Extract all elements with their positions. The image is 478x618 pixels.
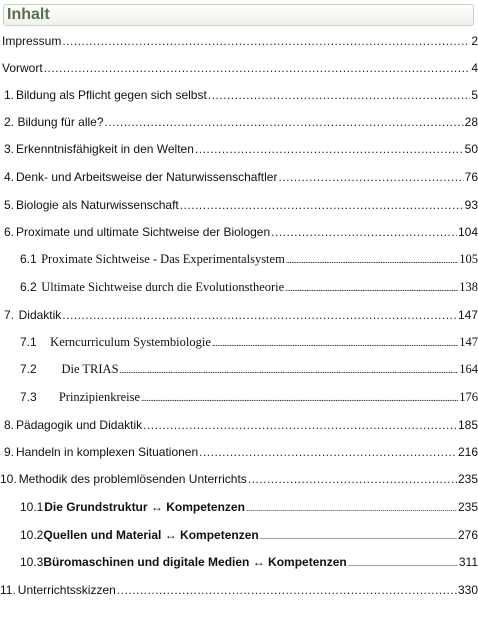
toc-entry[interactable] — [0, 30, 478, 52]
toc-entry-title: Erkenntnisfähigkeit in den Welten — [16, 142, 194, 156]
toc-entry-number: 7.3 — [20, 390, 37, 404]
toc-heading: Inhalt — [7, 6, 50, 23]
toc-entry-number: 10.1 — [20, 500, 44, 514]
toc-entry-number: 9. — [4, 445, 15, 459]
toc-entry-page-number: 216 — [457, 445, 478, 459]
toc-entry-page-number: 50 — [464, 142, 478, 156]
toc-entry[interactable] — [0, 579, 478, 601]
toc-dot-leader — [199, 441, 457, 463]
toc-entry[interactable] — [0, 166, 478, 188]
toc-entry[interactable] — [0, 551, 478, 573]
toc-entry-number: 5. — [4, 198, 15, 212]
toc-entry-title: Proximate und ultimate Sichtweise der Biologen — [16, 225, 271, 239]
toc-entry-page-number: 28 — [464, 115, 478, 129]
toc-dot-leader — [348, 552, 458, 574]
toc-dot-leader — [117, 579, 457, 601]
toc-entry-title: Impressum — [2, 34, 62, 48]
toc-dot-leader — [62, 30, 470, 52]
toc-entry-page-number: 5 — [471, 88, 478, 102]
toc-dot-leader — [120, 359, 459, 381]
toc-entry-title: Handeln in komplexen Situationen — [16, 445, 199, 459]
toc-entry[interactable] — [0, 496, 478, 518]
toc-entry[interactable] — [0, 331, 478, 353]
toc-entry-number: 2. — [4, 115, 15, 129]
toc-dot-leader — [246, 497, 457, 519]
toc-entry-page-number: 235 — [457, 472, 478, 486]
toc-dot-leader — [260, 525, 457, 547]
toc-entry-title: Didaktik — [18, 308, 62, 322]
toc-entry[interactable] — [0, 524, 478, 546]
toc-entry-title: Proximate Sichtweise - Das Experimentalsystem — [41, 252, 285, 266]
toc-entry-page-number: 104 — [457, 225, 478, 239]
toc-entry-page-number: 276 — [457, 528, 478, 542]
toc-entry-page-number: 4 — [471, 61, 478, 75]
toc-entry[interactable] — [0, 84, 478, 106]
toc-entry-title: Die TRIAS — [61, 362, 119, 376]
toc-entry-title: Quellen und Material ↔ Kompetenzen — [43, 528, 259, 542]
toc-entry-title: Bildung als Pflicht gegen sich selbst — [16, 88, 207, 102]
toc-dot-leader — [105, 111, 464, 133]
toc-entry-number: 7. — [4, 308, 15, 322]
toc-dot-leader — [141, 387, 458, 409]
toc-entry[interactable] — [0, 441, 478, 463]
toc-entry[interactable] — [0, 248, 478, 270]
toc-entry-page-number: 185 — [457, 418, 478, 432]
toc-entry[interactable] — [0, 304, 478, 326]
toc-entry[interactable] — [0, 468, 478, 490]
toc-entry-number: 10.3 — [20, 555, 44, 569]
toc-entry-page-number: 330 — [457, 583, 478, 597]
toc-entry-page-number: 147 — [457, 308, 478, 322]
toc-dot-leader — [143, 414, 457, 436]
toc-entry[interactable] — [0, 414, 478, 436]
toc-entry-page-number: 311 — [458, 555, 478, 569]
toc-dot-leader — [271, 221, 457, 243]
toc-entry-title: Unterrichtsskizzen — [17, 583, 116, 597]
toc-dot-leader — [248, 468, 457, 490]
toc-entry-title: Ultimate Sichtweise durch die Evolutionstheorie — [41, 280, 285, 294]
toc-dot-leader — [285, 277, 458, 299]
toc-entry[interactable] — [0, 358, 478, 380]
toc-entry-page-number: 147 — [459, 335, 478, 349]
toc-entry-number: 4. — [4, 170, 15, 184]
toc-entry-number: 8. — [4, 418, 15, 432]
toc-entry-page-number: 2 — [471, 34, 478, 48]
toc-dot-leader — [62, 304, 457, 326]
toc-dot-leader — [212, 332, 458, 354]
toc-entry-page-number: 76 — [464, 170, 478, 184]
toc-entry[interactable] — [0, 111, 478, 133]
toc-entry-title: Kerncurriculum Systembiologie — [50, 335, 211, 349]
toc-entry-number: 11. — [0, 583, 16, 597]
toc-entry-title: Büromaschinen und digitale Medien ↔ Kompetenzen — [43, 555, 347, 569]
toc-entry-page-number: 235 — [457, 500, 478, 514]
toc-entry-title: Bildung für alle? — [17, 115, 104, 129]
toc-heading-bar — [3, 4, 474, 26]
toc-entry-page-number: 138 — [459, 280, 478, 294]
toc-entry-title: Methodik des problemlösenden Unterrichts — [18, 472, 247, 486]
toc-entry-title: Vorwort — [2, 61, 43, 75]
toc-entry-number: 7.2 — [20, 362, 37, 376]
toc-entry-page-number: 105 — [459, 252, 478, 266]
toc-dot-leader — [208, 84, 471, 106]
toc-entry-title: Denk- und Arbeitsweise der Naturwissenschaftler — [16, 170, 278, 184]
toc-entry[interactable] — [0, 386, 478, 408]
toc-entry[interactable] — [0, 194, 478, 216]
toc-entry-title: Die Grundstruktur ↔ Kompetenzen — [44, 500, 245, 514]
toc-entry-number: 1. — [4, 88, 15, 102]
toc-entry[interactable] — [0, 221, 478, 243]
toc-entry-title: Pädagogik und Didaktik — [16, 418, 143, 432]
toc-entry-page-number: 164 — [459, 362, 478, 376]
toc-entry-number: 10.2 — [20, 528, 44, 542]
toc-entry-page-number: 93 — [464, 198, 478, 212]
toc-dot-leader — [44, 57, 471, 79]
toc-entry-number: 3. — [4, 142, 15, 156]
toc-entry[interactable] — [0, 276, 478, 298]
toc-entry[interactable] — [0, 57, 478, 79]
toc-dot-leader — [286, 249, 458, 271]
toc-entry-number: 6.2 — [20, 280, 37, 294]
toc-entry[interactable] — [0, 138, 478, 160]
toc-entry-page-number: 176 — [459, 390, 478, 404]
toc-entry-title: Prinzipienkreise — [58, 390, 141, 404]
toc-entry-number: 7.1 — [20, 335, 37, 349]
toc-entry-number: 6. — [4, 225, 15, 239]
toc-entry-number: 10. — [0, 472, 17, 486]
toc-dot-leader — [180, 194, 464, 216]
toc-entry-title: Biologie als Naturwissenschaft — [16, 198, 179, 212]
toc-dot-leader — [278, 166, 463, 188]
toc-dot-leader — [195, 138, 464, 160]
toc-entry-number: 6.1 — [20, 252, 37, 266]
